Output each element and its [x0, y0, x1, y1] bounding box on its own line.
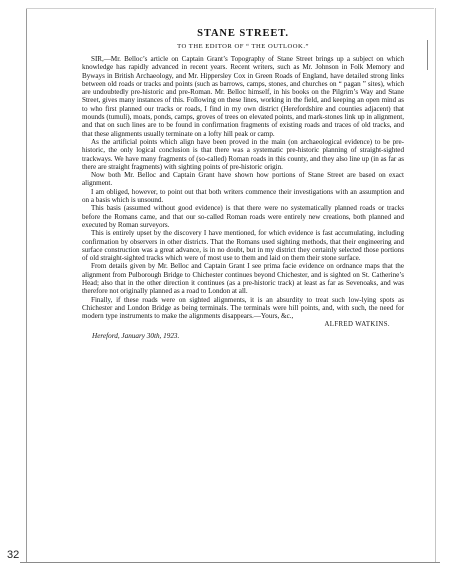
dateline: Hereford, January 30th, 1923. — [92, 332, 180, 341]
paragraph: Now both Mr. Belloc and Captain Grant have shown how portions of Stane Street are based on exact alignment. — [82, 171, 404, 188]
paragraph: This basis (assumed without good evidence) is that there were no systematically planned roads or tracks before the Romans came, and that our so-called Roman roads were entirely new creations, both planned and executed by Roman surveyors. — [82, 204, 404, 229]
paragraph: As the artificial points which align have been proved in the main (on archaeological evidence) to be pre-historic, the only logical conclusion is that there was a systematic pre-historic planning of straight-sighted trackways. We have many fragments of (so-called) Roman roads in this county, and they also line up (in as far as there are straight fragments) with sighting points of pre-historic origin. — [82, 137, 404, 171]
article-title: STANE STREET. — [197, 28, 289, 39]
letter-article — [82, 28, 404, 341]
page-number: 32 — [7, 549, 20, 561]
page-top-edge — [26, 8, 434, 9]
paragraph: This is entirely upset by the discovery I have mentioned, for which evidence is fast accumulating, including confirmation by observers in other districts. That the Romans used sighting methods, that their engineering and surface construction was a great advance, is in no doubt, but in my district they certainly selected those portions of old straight-sighted tracks which were of most use to them and laid on them their stone surface. — [82, 229, 404, 263]
paragraph: SIR,—Mr. Belloc’s article on Captain Grant’s Topography of Stane Street brings up a subject on which knowledge has rapidly advanced in recent years. Recent writers, such as Mr. Johnson in Folk Memory and Byways in British Archaeology, and Mr. Hippersley Cox in Green Roads of England, have detailed strong links between old roads or tracks and points (such as barrows, camps, stones, and churches on “ pagan ” sites), which are undoubtedly pre-historic and pre-Roman. Mr. Belloc himself, in his books on the Pilgrim’s Way and Stane Street, gives many instances of this. Following on these lines, working in the field, and keeping an open mind as to who first planned our tracks or roads, I find in my own district (Herefordshire and counties adjacent) that mounds (tumuli), moats, ponds, camps, groves of trees on elevated points, and mark-stones link up in alignment, and that on such lines are to be found in confirmation fragments of existing roads and traces of old tracks, and that these alignments usually terminate on a lofty hill peak or camp. — [82, 54, 404, 138]
paragraph: I am obliged, however, to point out that both writers commence their investigations with an assumption and on a basis which is unsound. — [82, 187, 404, 205]
paragraph: Finally, if these roads were on sighted alignments, it is an absurdity to treat such low-lying spots as Chichester and London Bridge as being terminals. The terminals were hill points, and, with such, the need for modern type instruments to make the alignments disappears.—Yours, &c., — [82, 295, 404, 321]
paragraph: From details given by Mr. Belloc and Captain Grant I see prima facie evidence on ordnance maps that the alignment from Pulborough Bridge to Chichester continues beyond Chichester, and is sighted on St. Catherine’s Head; also that in the other direction it continues (as a pre-historic track) at least as far as Sevenoaks, and was therefore not originally planned as a road to London at all. — [82, 262, 404, 296]
article-subtitle: TO THE EDITOR OF “ THE OUTLOOK.” — [177, 43, 309, 51]
author-signature: ALFRED WATKINS. — [324, 321, 390, 329]
margin-mark — [427, 40, 434, 70]
page-bottom-edge — [20, 562, 440, 563]
